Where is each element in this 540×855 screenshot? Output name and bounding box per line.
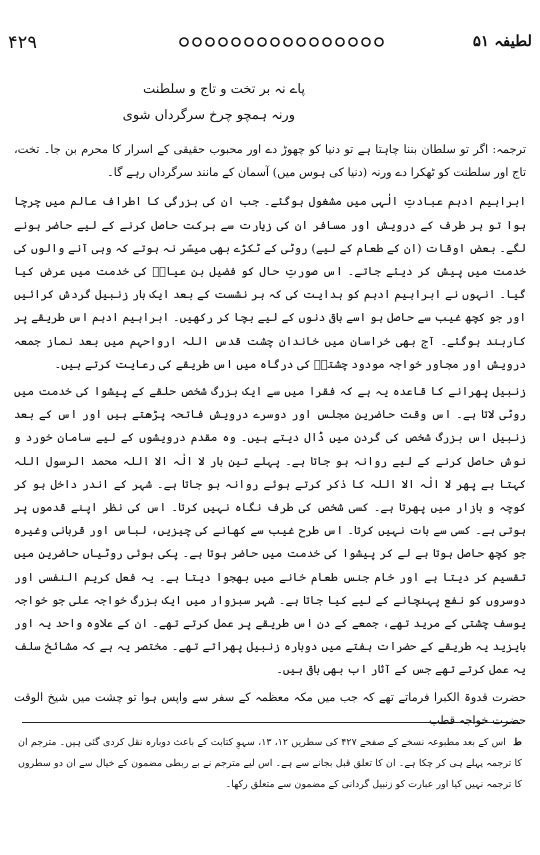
paragraph: ابراہیم ادہم عبادتِ الٰہی میں مشغول ہوگئے۔ جب ان کی بزرگی کا اطراف عالم میں چرچا ہوا تو ہر طرف کے درویش اور مسافر ان کی زیارت سے برکت حاصل کرنے کے لیے حاضر ہونے لگے۔ بعض اوقات (ان کے طعام کے لیے) روٹی کے ٹکڑے بھی میسّر نہ ہوتے کہ وہی آنے والوں کی خدمت میں پیش کر دیئے جاتے۔ اس صورتِ حال کو فضیل بن عیاضؒ کی خدمت میں عرض کیا گیا۔ انہوں نے ابراہیم ادہم کو ہدایت کی کہ ہر نشست کے بعد ایک بار زنبیل گردش کرائیں اور جو کچھ غیب سے حاصل ہو اسے باقی دنوں کے لیے بچا کر رکھیں۔ ابراہیم ادہم اس طریقے پر کاربند ہوگئے۔ آج بھی خراسان میں خاندان چشت قدس اللہ ارواحہم میں بعد نماز جمعہ درویش اور مجاور خواجہ مودود چشتیؒ کی درگاہ میں اس طریقے کی رعایت کرتے ہیں۔	[14, 194, 526, 371]
section-title: لطیفہ ۵۱	[472, 32, 532, 50]
paragraph: زنبیل پھرانے کا قاعدہ یہ ہے کہ فقرا میں سے ایک بزرگ شخص حلقے کے پیشوا کی خدمت میں روٹی لاتا ہے۔ اس وقت حاضرینِ مجلس اور دوسرے درویش فاتحہ پڑھتے ہیں اور اس کے بعد زنبیل اس بزرگ شخص کی گردن میں ڈال دیتے ہیں۔ وہ مقدم درویشوں کے لیے سامانِ خورد و نوش حاصل کرنے کے لیے روانہ ہو جاتا ہے۔ پہلے تین بار لا الٰہ الا اللہ محمد الرسول اللہ کہتا ہے پھر لا الٰہ الا اللہ کا ذکر کرتے ہوئے روانہ ہو جاتا ہے۔ شہر کے اندر داخل ہو کر کوچہ و بازار میں پھرتا ہے۔ کسی شخص کی طرف نگاہ نہیں کرتا۔ اس کی نظر اپنے قدموں پر ہوتی ہے۔ کسی سے بات نہیں کرتا۔ اس طرح غیب سے کھانے کی چیزیں، لباس اور قربانی وغیرہ جو کچھ حاصل ہوتا ہے لے کر پیشوا کی خدمت میں حاضر ہوتا ہے۔ پکی ہوئی روٹیاں حاضرین میں تقسیم کر دیتا ہے اور خام جنس طعام خانے میں بھجوا دیتا ہے۔ یہ فعل کریم النفسی اور دوسروں کو نفع پہنچانے کے لیے کیا جاتا ہے۔ شہر سبزوار میں ایک بزرگ خواجہ علی جو خواجہ یوسف چشتی کے مرید تھے، جمعے کے دن اس طریقے پر عمل کرتے تھے۔ ان کے علاوہ واحد یہ اور بایزید یہ طریقے کے حضرات ہفتے میں دوبارہ زنبیل پھراتے تھے۔ مختصر یہ ہے کہ مشائخ سلف یہ عمل کرتے تھے جس کے آثار اب بھی باقی ہیں۔	[14, 384, 526, 677]
verse-line: ورنہ ہمچو چرخ سرگرداں شوی	[122, 108, 295, 123]
header-ornament	[178, 36, 384, 48]
footnote-divider	[22, 722, 520, 723]
verse-translation: ترجمہ: اگر تو سلطان بننا چاہتا ہے تو دنیا کو چھوڑ دے اور محبوب حقیقی کے اسرار کا محرم بن جا۔ تخت، تاج اور سلطنت کو ٹھکرا دے ورنہ (دنیا کی ہوس میں) آسمان کے مانند سرگرداں رہے گا۔	[14, 142, 526, 180]
verse-line: پاے نہ بر تخت و تاج و سلطنت	[143, 82, 305, 97]
footnote-marker: ط	[513, 737, 522, 748]
footnote	[18, 732, 522, 795]
page-number: ۴۲۹	[8, 32, 38, 53]
main-text	[14, 138, 526, 736]
footnote-text: اس کے بعد مطبوعہ نسخے کے صفحے ۴۲۷ کی سطریں ۱۲، ۱۳، سہوِ کتابت کے باعث دوبارہ نقل کردی گئی ہیں۔ مترجم ان کا ترجمہ پہلے ہی کر چکا ہے۔ ان کا تعلق قبل بجانے سے ہے۔ اس لیے مترجم نے بے ربطی مضمون کے خیال سے ان دو سطروں کا ترجمہ نہیں کیا اور عبارت کو زنبیل گردانی کے مضمون سے متعلق رکھا۔	[18, 737, 522, 790]
paragraph: حضرت قدوۃ الکبرا فرماتے تھے کہ جب میں مکہ معظمہ کے سفر سے واپس ہوا تو چشت میں شیخ الوقت حضرت خواجہ قطب	[14, 689, 526, 727]
page-header	[8, 32, 532, 56]
